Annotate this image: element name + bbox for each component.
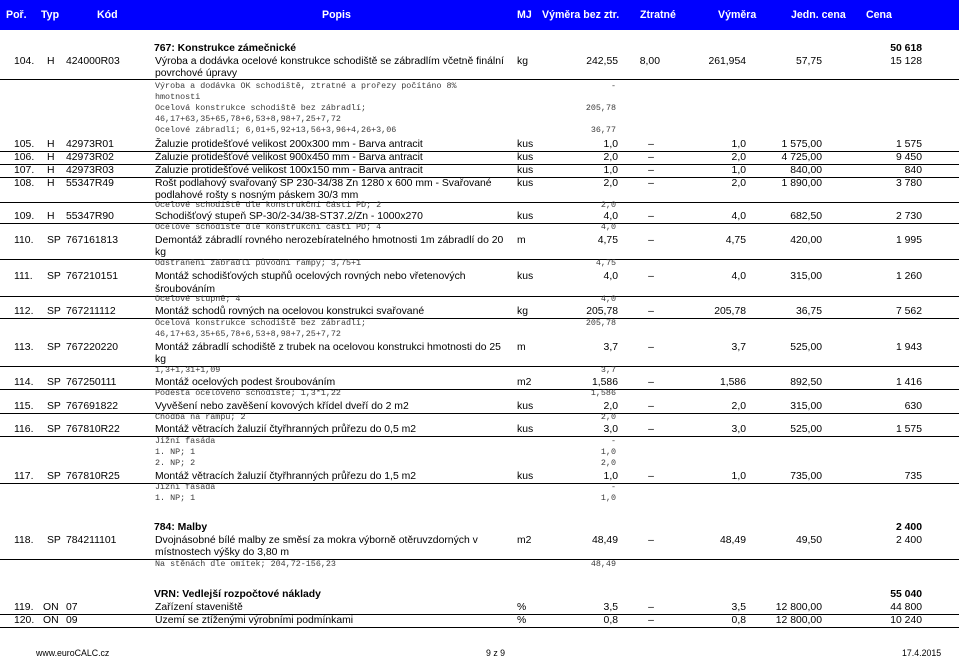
note-value: - bbox=[610, 81, 616, 91]
note-value: 36,77 bbox=[590, 125, 616, 135]
col-header-mj[interactable]: MJ bbox=[517, 9, 532, 21]
col-header-vymera[interactable]: Výměra bbox=[718, 9, 757, 21]
note-text: Ocelové stupně; 4 bbox=[155, 294, 241, 304]
row-ztratne: – bbox=[648, 211, 654, 222]
note-text: Ocelová konstrukce schodiště bez zábradlí; bbox=[155, 318, 367, 328]
row-vymera: 0,8 bbox=[731, 615, 746, 626]
note-text: 46,17+63,35+65,78+6,53+8,98+7,25+7,72 bbox=[155, 329, 341, 339]
row-kod: 42973R03 bbox=[66, 165, 114, 176]
row-typ: H bbox=[47, 152, 55, 163]
row-por: 117. bbox=[14, 471, 34, 482]
note-text: Na stěnách dle omítek; 204,72-156,23 bbox=[155, 559, 336, 569]
row-popis: Montáž větracích žaluzií čtyřhranných průřezu do 0,5 m2 bbox=[155, 424, 417, 435]
col-header-popis[interactable]: Popis bbox=[322, 9, 351, 21]
row-vymera-bez-ztr: 0,8 bbox=[603, 615, 618, 626]
row-vymera: 48,49 bbox=[719, 535, 746, 546]
row-mj: kus bbox=[517, 271, 534, 282]
row-popis: Montáž ocelových podest šroubováním bbox=[155, 377, 336, 388]
row-cena: 2 730 bbox=[895, 211, 922, 222]
row-typ: SP bbox=[47, 342, 61, 353]
row-vymera: 3,7 bbox=[731, 342, 746, 353]
row-kod: 767210151 bbox=[66, 271, 119, 282]
row-vymera-bez-ztr: 3,0 bbox=[603, 424, 618, 435]
row-typ: SP bbox=[47, 535, 61, 546]
section-row-767 bbox=[0, 42, 959, 55]
row-cena: 1 260 bbox=[895, 271, 922, 282]
row-popis: Zařízení staveniště bbox=[155, 602, 243, 613]
row-ztratne: – bbox=[648, 306, 654, 317]
row-vymera-bez-ztr: 4,0 bbox=[603, 211, 618, 222]
row-kod: 767691822 bbox=[66, 401, 119, 412]
row-jedn-cena: 525,00 bbox=[790, 424, 822, 435]
table-row-120[interactable] bbox=[0, 614, 959, 628]
row-ztratne: 8,00 bbox=[639, 56, 660, 67]
row-cena: 9 450 bbox=[895, 152, 922, 163]
row-kod: 09 bbox=[66, 615, 78, 626]
row-kod: 55347R49 bbox=[66, 178, 114, 189]
row-vymera-bez-ztr: 242,55 bbox=[586, 56, 618, 67]
row-jedn-cena: 892,50 bbox=[790, 377, 822, 388]
row-mj: m2 bbox=[517, 535, 532, 546]
col-header-jedn-cena[interactable]: Jedn. cena bbox=[791, 9, 846, 21]
note-text: 2. NP; 2 bbox=[155, 458, 196, 468]
row-vymera-bez-ztr: 1,586 bbox=[591, 377, 618, 388]
row-typ: H bbox=[47, 56, 55, 67]
note-text: 1,3+1,31+1,09 bbox=[155, 365, 221, 375]
row-mj: kus bbox=[517, 471, 534, 482]
note-value: 2,0 bbox=[600, 200, 616, 210]
note-text: hmotnosti bbox=[155, 92, 201, 102]
row-cena: 1 943 bbox=[895, 342, 922, 353]
row-popis: Montáž schodů rovných na ocelovou konstrukci svařované bbox=[155, 306, 425, 317]
row-ztratne: – bbox=[648, 535, 654, 546]
note-row bbox=[0, 221, 959, 234]
row-popis: Demontáž zábradlí rovného nerozebíratelného hmotnosti 1m zábradlí do 20 bbox=[155, 235, 504, 246]
row-popis: Žaluzie protidešťové velikost 100x150 mm - Barva antracit bbox=[155, 165, 423, 176]
col-header-ztratne[interactable]: Ztratné bbox=[640, 9, 676, 21]
row-popis: Schodišťový stupeň SP-30/2-34/38-ST37.2/Zn - 1000x270 bbox=[155, 211, 423, 222]
row-jedn-cena: 4 725,00 bbox=[781, 152, 822, 163]
row-por: 114. bbox=[14, 377, 34, 388]
row-popis-cont: místnostech výšky do 3,80 m bbox=[155, 547, 289, 558]
row-mj: % bbox=[517, 615, 527, 626]
section-row-vrn bbox=[0, 588, 959, 601]
section-total: 2 400 bbox=[895, 522, 922, 533]
row-cena: 1 416 bbox=[895, 377, 922, 388]
row-vymera: 4,0 bbox=[731, 211, 746, 222]
note-row bbox=[0, 387, 959, 400]
row-cena: 840 bbox=[904, 165, 922, 176]
row-kod: 424000R03 bbox=[66, 56, 120, 67]
row-typ: H bbox=[47, 139, 55, 150]
row-typ: SP bbox=[47, 235, 61, 246]
row-vymera: 1,0 bbox=[731, 139, 746, 150]
row-vymera: 261,954 bbox=[708, 56, 746, 67]
row-kod: 07 bbox=[66, 602, 78, 613]
row-mj: kg bbox=[517, 56, 528, 67]
row-typ: SP bbox=[47, 377, 61, 388]
row-cena: 10 240 bbox=[890, 615, 922, 626]
row-jedn-cena: 12 800,00 bbox=[775, 615, 822, 626]
table-row-105[interactable] bbox=[0, 138, 959, 152]
note-text: Ocelová konstrukce schodiště bez zábradlí; bbox=[155, 103, 367, 113]
row-popis-cont: povrchové úpravy bbox=[155, 68, 238, 79]
col-header-vymera-bez-ztr[interactable]: Výměra bez ztr. bbox=[542, 9, 620, 21]
row-por: 109. bbox=[14, 211, 35, 222]
col-header-kod[interactable]: Kód bbox=[97, 9, 118, 21]
section-row-784 bbox=[0, 521, 959, 534]
row-popis: Vyvěšení nebo zavěšení kovových křídel dveří do 2 m2 bbox=[155, 401, 409, 412]
note-row bbox=[0, 492, 959, 505]
section-title: VRN: Vedlejší rozpočtové náklady bbox=[154, 589, 321, 600]
row-ztratne: – bbox=[648, 342, 654, 353]
row-vymera-bez-ztr: 4,75 bbox=[597, 235, 618, 246]
footer-page-number: 9 z 9 bbox=[486, 648, 506, 658]
note-row bbox=[0, 124, 959, 137]
row-vymera-bez-ztr: 2,0 bbox=[603, 178, 618, 189]
row-jedn-cena: 682,50 bbox=[790, 211, 822, 222]
row-cena: 1 575 bbox=[895, 139, 922, 150]
table-row-107[interactable] bbox=[0, 164, 959, 178]
note-text: Chodba na rampu; 2 bbox=[155, 412, 246, 422]
note-text: Ocelové schodiště dle konstrukční části PD; 2 bbox=[155, 200, 382, 210]
row-popis-cont: podlahové rošty s nosným páskem 30/3 mm bbox=[155, 190, 359, 201]
row-kod: 767810R22 bbox=[66, 424, 120, 435]
row-ztratne: – bbox=[648, 424, 654, 435]
row-cena: 1 575 bbox=[895, 424, 922, 435]
row-jedn-cena: 525,00 bbox=[790, 342, 822, 353]
row-cena: 7 562 bbox=[895, 306, 922, 317]
section-total: 55 040 bbox=[890, 589, 922, 600]
row-mj: m2 bbox=[517, 377, 532, 388]
row-jedn-cena: 420,00 bbox=[790, 235, 822, 246]
note-row bbox=[0, 457, 959, 470]
row-popis: Výroba a dodávka ocelové konstrukce schodiště se zábradlím včetně finální bbox=[155, 56, 504, 67]
row-vymera-bez-ztr: 2,0 bbox=[603, 152, 618, 163]
note-text: 46,17+63,35+65,78+6,53+8,98+7,25+7,72 bbox=[155, 114, 341, 124]
note-text: 1. NP; 1 bbox=[155, 493, 196, 503]
footer-date: 17.4.2015 bbox=[902, 648, 942, 658]
note-text: Odstranění zábradlí původní rampy; 3,75+1 bbox=[155, 258, 362, 268]
row-por: 108. bbox=[14, 178, 35, 189]
row-vymera-bez-ztr: 3,5 bbox=[603, 602, 618, 613]
note-row bbox=[0, 558, 959, 571]
row-popis: Žaluzie protidešťové velikost 900x450 mm - Barva antracit bbox=[155, 152, 423, 163]
row-ztratne: – bbox=[648, 271, 654, 282]
row-vymera-bez-ztr: 205,78 bbox=[586, 306, 618, 317]
col-header-cena[interactable]: Cena bbox=[866, 9, 892, 21]
row-popis-cont: kg bbox=[155, 354, 166, 365]
row-vymera-bez-ztr: 48,49 bbox=[591, 535, 618, 546]
row-vymera: 2,0 bbox=[731, 152, 746, 163]
row-cena: 735 bbox=[904, 471, 922, 482]
note-value: - bbox=[610, 482, 616, 492]
note-value: 1,586 bbox=[590, 388, 616, 398]
row-mj: kus bbox=[517, 165, 534, 176]
row-mj: m bbox=[517, 235, 526, 246]
row-cena: 1 995 bbox=[895, 235, 922, 246]
note-value: - bbox=[610, 436, 616, 446]
row-typ: SP bbox=[47, 424, 61, 435]
row-cena: 44 800 bbox=[890, 602, 922, 613]
row-ztratne: – bbox=[648, 235, 654, 246]
row-kod: 767810R25 bbox=[66, 471, 120, 482]
section-total: 50 618 bbox=[890, 43, 922, 54]
row-mj: kus bbox=[517, 178, 534, 189]
row-ztratne: – bbox=[648, 139, 654, 150]
row-vymera-bez-ztr: 1,0 bbox=[603, 139, 618, 150]
row-kod: 767161813 bbox=[66, 235, 119, 246]
section-title: 767: Konstrukce zámečnické bbox=[154, 43, 297, 54]
section-title: 784: Malby bbox=[154, 522, 208, 533]
row-jedn-cena: 315,00 bbox=[790, 271, 822, 282]
row-ztratne: – bbox=[648, 471, 654, 482]
row-ztratne: – bbox=[648, 178, 654, 189]
row-kod: 55347R90 bbox=[66, 211, 114, 222]
row-por: 111. bbox=[14, 271, 33, 282]
note-value: 1,0 bbox=[600, 493, 616, 503]
row-cena: 630 bbox=[904, 401, 922, 412]
table-row-104-cont bbox=[0, 67, 959, 80]
row-vymera-bez-ztr: 4,0 bbox=[603, 271, 618, 282]
row-por: 116. bbox=[14, 424, 34, 435]
row-popis: Území se ztíženými výrobními podmínkami bbox=[155, 615, 354, 626]
row-por: 120. bbox=[14, 615, 35, 626]
row-jedn-cena: 315,00 bbox=[790, 401, 822, 412]
table-row-111[interactable] bbox=[0, 270, 959, 283]
row-por: 118. bbox=[14, 535, 34, 546]
row-popis: Dvojnásobné bílé malby ze směsí za mokra výborně otěruvzdorných v bbox=[155, 535, 478, 546]
row-popis: Rošt podlahový svařovaný SP 230-34/38 Zn 1280 x 600 mm - Svařované bbox=[155, 178, 492, 189]
row-ztratne: – bbox=[648, 152, 654, 163]
note-text: Ocelové schodiště dle konstrukční části PD; 4 bbox=[155, 222, 382, 232]
row-cena: 3 780 bbox=[895, 178, 922, 189]
note-text: Jižní fasáda bbox=[155, 436, 216, 446]
row-ztratne: – bbox=[648, 615, 654, 626]
row-typ: SP bbox=[47, 401, 61, 412]
note-value: 3,7 bbox=[600, 365, 616, 375]
table-row-119[interactable] bbox=[0, 601, 959, 615]
row-vymera: 1,0 bbox=[731, 471, 746, 482]
row-por: 115. bbox=[14, 401, 34, 412]
row-popis: Montáž větracích žaluzií čtyřhranných průřezu do 1,5 m2 bbox=[155, 471, 417, 482]
footer-website-link[interactable]: www.euroCALC.cz bbox=[36, 648, 110, 658]
row-por: 107. bbox=[14, 165, 35, 176]
row-mj: kg bbox=[517, 306, 528, 317]
row-vymera: 3,0 bbox=[731, 424, 746, 435]
col-header-typ[interactable]: Typ bbox=[41, 9, 60, 21]
row-mj: kus bbox=[517, 424, 534, 435]
note-row bbox=[0, 257, 959, 270]
note-row bbox=[0, 328, 959, 341]
table-row-106[interactable] bbox=[0, 151, 959, 165]
row-popis-cont: kg bbox=[155, 247, 166, 258]
note-text: Výroba a dodávka OK schodiště, ztratné a prořezy počítáno 8% bbox=[155, 81, 457, 91]
row-typ: H bbox=[47, 178, 55, 189]
row-vymera-bez-ztr: 2,0 bbox=[603, 401, 618, 412]
row-por: 112. bbox=[14, 306, 34, 317]
row-ztratne: – bbox=[648, 165, 654, 176]
row-jedn-cena: 1 890,00 bbox=[781, 178, 822, 189]
row-jedn-cena: 840,00 bbox=[790, 165, 822, 176]
note-value: 4,0 bbox=[600, 222, 616, 232]
row-vymera: 1,586 bbox=[719, 377, 746, 388]
row-vymera-bez-ztr: 1,0 bbox=[603, 165, 618, 176]
note-value: 48,49 bbox=[590, 559, 616, 569]
note-value: 205,78 bbox=[585, 318, 616, 328]
row-popis-cont: šroubováním bbox=[155, 284, 216, 295]
note-text: Jižní fasáda bbox=[155, 482, 216, 492]
row-vymera: 2,0 bbox=[731, 401, 746, 412]
row-vymera: 1,0 bbox=[731, 165, 746, 176]
row-typ: H bbox=[47, 211, 55, 222]
row-mj: kus bbox=[517, 401, 534, 412]
note-value: 4,75 bbox=[595, 258, 616, 268]
row-popis: Žaluzie protidešťové velikost 200x300 mm - Barva antracit bbox=[155, 139, 423, 150]
note-text: Ocelové zábradlí; 6,01+5,92+13,56+3,96+4,26+3,06 bbox=[155, 125, 397, 135]
note-value: 2,0 bbox=[600, 458, 616, 468]
row-vymera: 4,0 bbox=[731, 271, 746, 282]
row-vymera: 2,0 bbox=[731, 178, 746, 189]
row-kod: 767220220 bbox=[66, 342, 119, 353]
row-por: 119. bbox=[14, 602, 34, 613]
row-kod: 42973R02 bbox=[66, 152, 114, 163]
row-vymera: 4,75 bbox=[725, 235, 746, 246]
row-typ: ON bbox=[43, 602, 59, 613]
row-mj: kus bbox=[517, 211, 534, 222]
note-value: 205,78 bbox=[585, 103, 616, 113]
row-jedn-cena: 49,50 bbox=[795, 535, 822, 546]
note-value: 4,0 bbox=[600, 294, 616, 304]
row-kod: 42973R01 bbox=[66, 139, 114, 150]
row-popis: Montáž zábradlí schodiště z trubek na ocelovou konstrukci hmotnosti do 25 bbox=[155, 342, 501, 353]
table-header bbox=[0, 0, 959, 30]
row-kod: 767250111 bbox=[66, 377, 117, 388]
row-typ: H bbox=[47, 165, 55, 176]
row-mj: m bbox=[517, 342, 526, 353]
row-jedn-cena: 1 575,00 bbox=[781, 139, 822, 150]
row-typ: SP bbox=[47, 306, 61, 317]
row-jedn-cena: 12 800,00 bbox=[775, 602, 822, 613]
row-cena: 2 400 bbox=[895, 535, 922, 546]
row-por: 113. bbox=[14, 342, 34, 353]
row-jedn-cena: 735,00 bbox=[790, 471, 822, 482]
note-text: 1. NP; 1 bbox=[155, 447, 196, 457]
row-por: 105. bbox=[14, 139, 35, 150]
row-vymera-bez-ztr: 1,0 bbox=[603, 471, 618, 482]
note-value: 2,0 bbox=[600, 412, 616, 422]
row-ztratne: – bbox=[648, 401, 654, 412]
row-typ: ON bbox=[43, 615, 59, 626]
row-ztratne: – bbox=[648, 377, 654, 388]
row-typ: SP bbox=[47, 471, 61, 482]
row-jedn-cena: 36,75 bbox=[795, 306, 822, 317]
row-jedn-cena: 57,75 bbox=[795, 56, 822, 67]
row-vymera: 205,78 bbox=[714, 306, 746, 317]
row-ztratne: – bbox=[648, 602, 654, 613]
row-typ: SP bbox=[47, 271, 61, 282]
note-value: 1,0 bbox=[600, 447, 616, 457]
row-kod: 767211112 bbox=[66, 306, 116, 317]
col-header-por[interactable]: Poř. bbox=[6, 9, 27, 21]
row-por: 106. bbox=[14, 152, 35, 163]
row-cena: 15 128 bbox=[890, 56, 922, 67]
row-por: 110. bbox=[14, 235, 34, 246]
row-popis: Montáž schodišťových stupňů ocelových rovných nebo vřetenových bbox=[155, 271, 466, 282]
note-text: Podesta ocelového schodiště; 1,3*1,22 bbox=[155, 388, 341, 398]
row-por: 104. bbox=[14, 56, 35, 67]
row-vymera-bez-ztr: 3,7 bbox=[603, 342, 618, 353]
row-mj: % bbox=[517, 602, 527, 613]
row-vymera: 3,5 bbox=[731, 602, 746, 613]
row-mj: kus bbox=[517, 152, 534, 163]
row-mj: kus bbox=[517, 139, 534, 150]
row-kod: 784211101 bbox=[66, 535, 117, 546]
